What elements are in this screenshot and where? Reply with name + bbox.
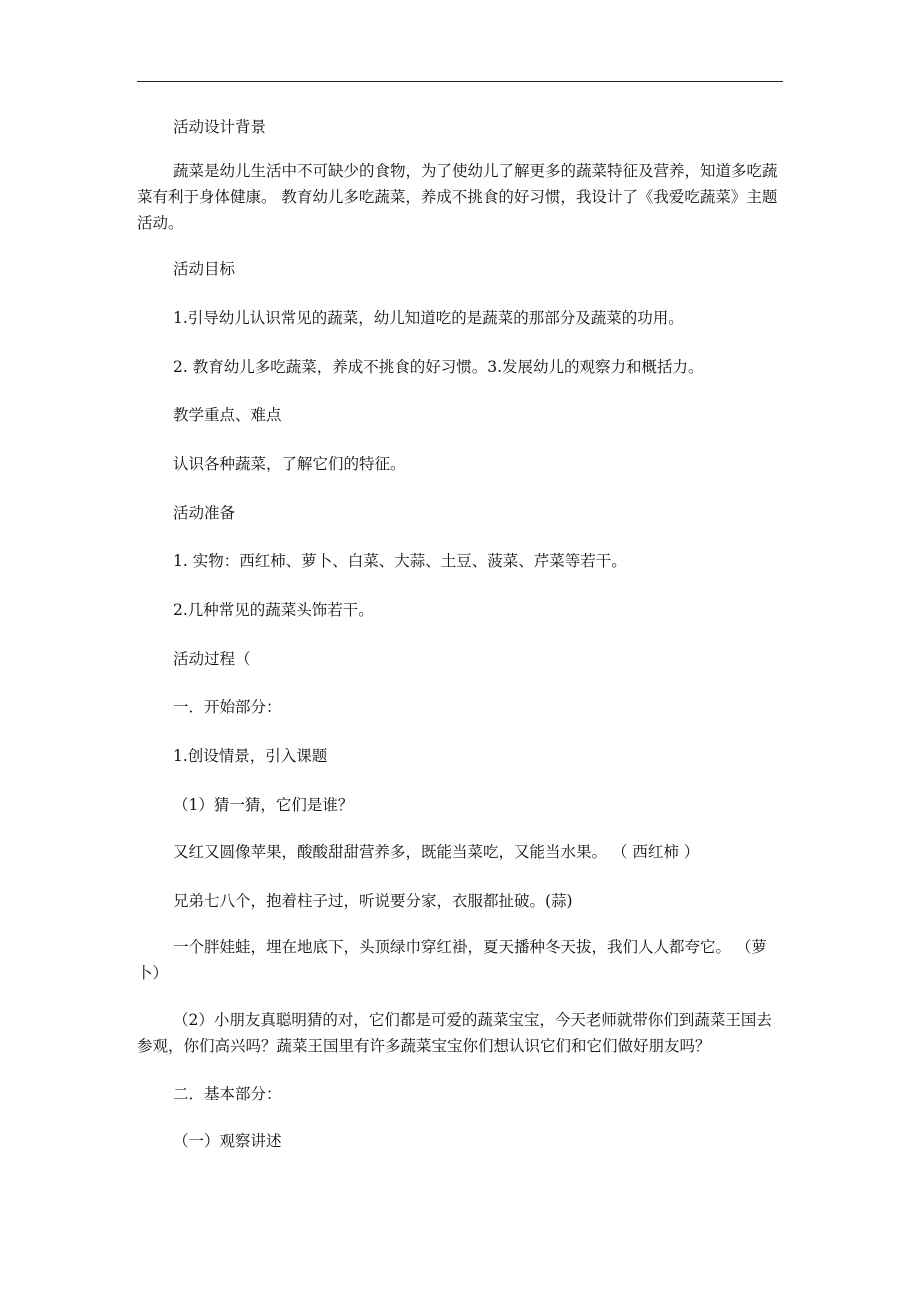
heading-key-points: 教学重点、难点 xyxy=(173,406,282,424)
riddle-garlic: 兄弟七八个，抱着柱子过，听说要分家，衣服都扯破。(蒜) xyxy=(173,892,573,910)
key-points-text: 认识各种蔬菜，了解它们的特征。 xyxy=(173,455,406,473)
process-part-1-heading: 一．开始部分： xyxy=(173,698,282,716)
observation-heading: （一）观察讲述 xyxy=(173,1132,282,1150)
riddle-carrot: 一个胖娃蛙，埋在地底下，头顶绿巾穿红褂，夏天播种冬天拔，我们人人都夸它。 （萝卜） xyxy=(137,938,767,982)
process-step-2: （2）小朋友真聪明猜的对，它们都是可爱的蔬菜宝宝，今天老师就带你们到蔬菜王国去参观，你们高兴吗？蔬菜王国里有许多蔬菜宝宝你们想认识它们和它们做好朋友吗？ xyxy=(137,1011,772,1055)
preparation-item-2: 2.几种常见的蔬菜头饰若干。 xyxy=(173,601,374,619)
header-rule xyxy=(137,81,783,82)
goal-item-2: 2. 教育幼儿多吃蔬菜，养成不挑食的好习惯。3.发展幼儿的观察力和概括力。 xyxy=(173,358,704,376)
heading-goals: 活动目标 xyxy=(173,260,236,278)
process-step-1: 1.创设情景，引入课题 xyxy=(173,747,328,765)
process-part-2-heading: 二．基本部分： xyxy=(173,1085,282,1103)
heading-preparation: 活动准备 xyxy=(173,504,236,522)
riddle-tomato: 又红又圆像苹果，酸酸甜甜营养多，既能当菜吃，又能当水果。 （ 西红柿 ） xyxy=(173,843,700,861)
preparation-item-1: 1. 实物：西红柿、萝卜、白菜、大蒜、土豆、菠菜、芹菜等若干。 xyxy=(173,552,627,570)
heading-background: 活动设计背景 xyxy=(173,118,267,136)
riddle-intro: （1）猜一猜，它们是谁？ xyxy=(173,796,354,814)
paragraph-background: 蔬菜是幼儿生活中不可缺少的食物，为了使幼儿了解更多的蔬菜特征及营养，知道多吃蔬菜有利于身体健康。 教育幼儿多吃蔬菜，养成不挑食的好习惯，我设计了《我爱吃蔬菜》主题活动。 xyxy=(137,162,778,232)
heading-process: 活动过程（ xyxy=(173,650,251,668)
goal-item-1: 1.引导幼儿认识常见的蔬菜，幼儿知道吃的是蔬菜的那部分及蔬菜的功用。 xyxy=(173,309,684,327)
